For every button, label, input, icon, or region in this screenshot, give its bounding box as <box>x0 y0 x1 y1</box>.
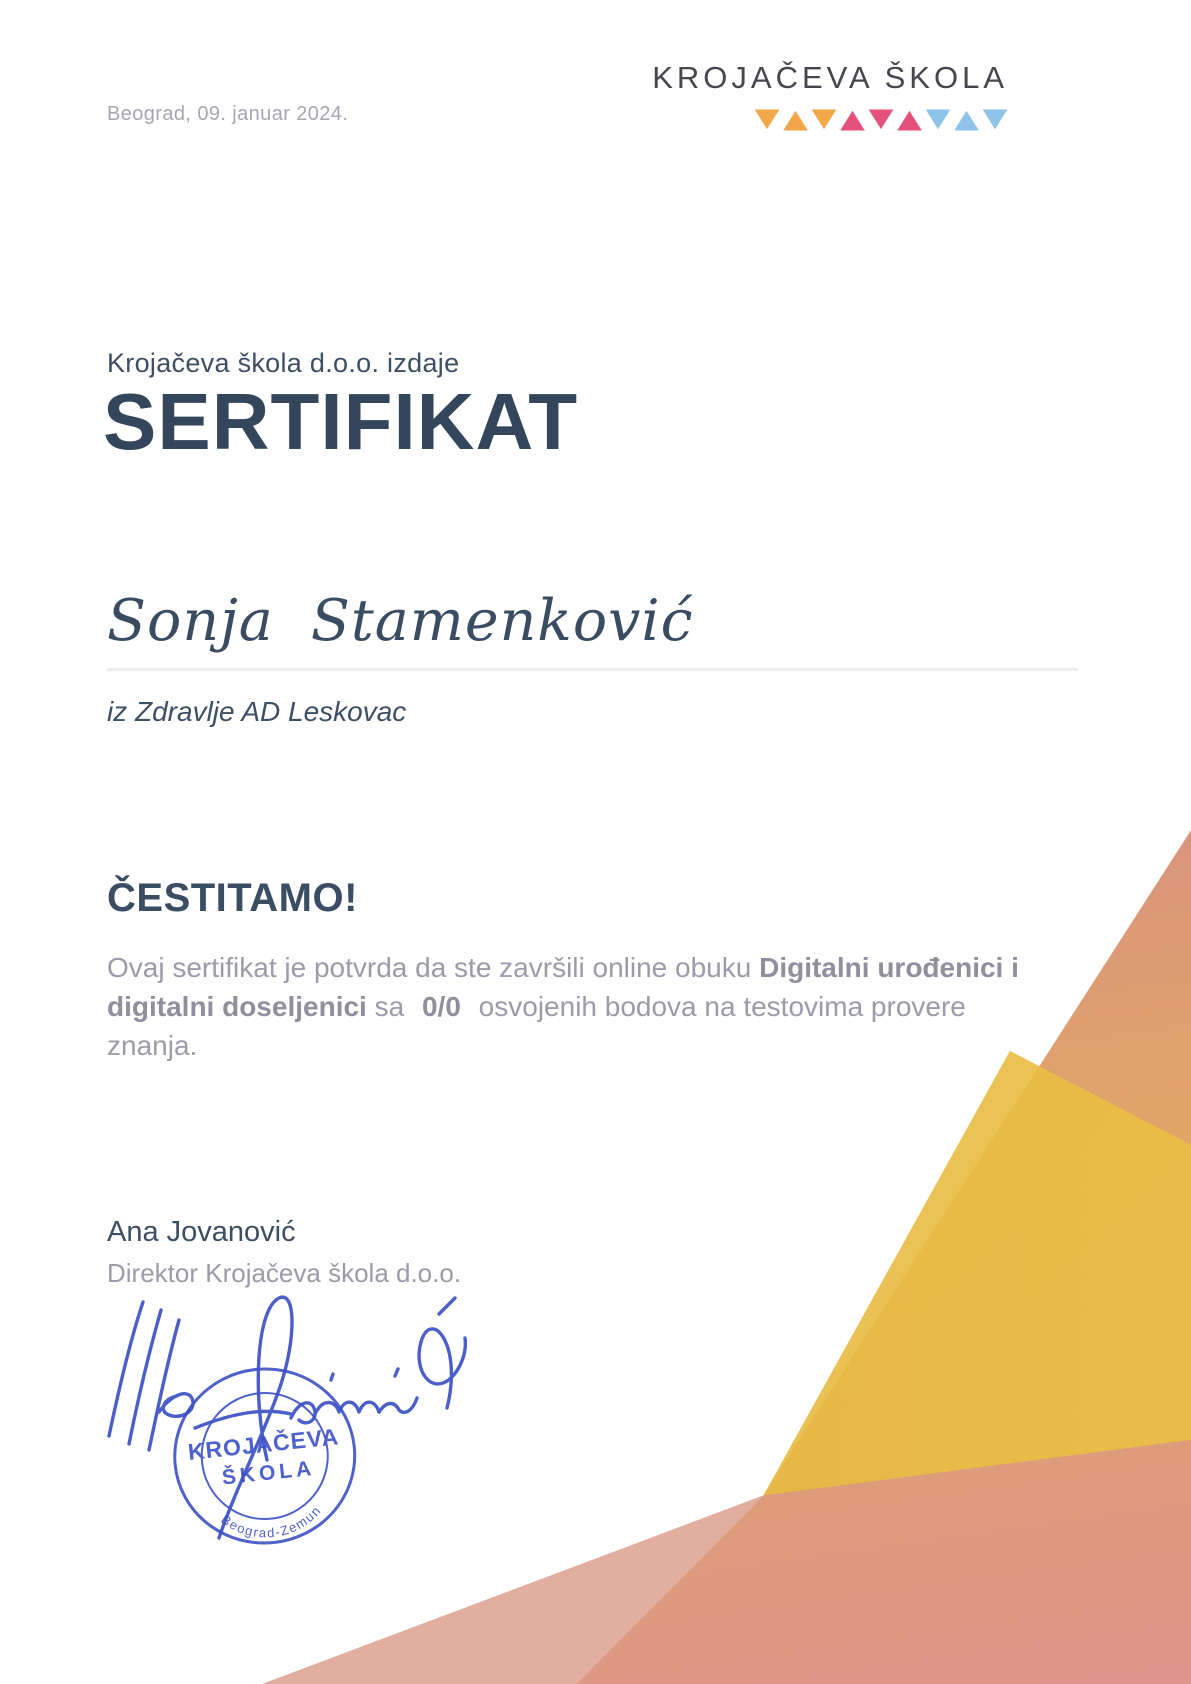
body-line-3: znanja. <box>107 1030 198 1061</box>
recipient-name: Sonja Stamenković <box>107 588 694 654</box>
certificate-title: SERTIFIKAT <box>103 377 579 466</box>
stamp-line-1: KROJAČEVA <box>186 1423 341 1465</box>
issuer-line: Krojačeva škola d.o.o. izdaje <box>107 348 460 378</box>
name-underline <box>107 668 1078 671</box>
signer-name: Ana Jovanović <box>107 1216 296 1248</box>
score-value: 0/0 <box>421 991 461 1022</box>
recipient-company: iz Zdravlje AD Leskovac <box>107 696 407 727</box>
logo-text: KROJAČEVA ŠKOLA <box>652 60 1008 95</box>
body-line-1: Ovaj sertifikat je potvrda da ste završili online obuku Digitalni urođenici i <box>107 952 1019 983</box>
date-place: Beograd, 09. januar 2024. <box>107 103 349 125</box>
stamp-line-2: ŠKOLA <box>220 1456 317 1490</box>
stamp-arc-text: Beograd-Zemun <box>218 1502 325 1541</box>
company-stamp <box>150 1346 380 1572</box>
body-paragraph <box>107 948 1107 1065</box>
congrats-heading: ČESTITAMO! <box>107 876 358 920</box>
signer-title: Direktor Krojačeva škola d.o.o. <box>107 1258 462 1288</box>
logo-triangle-band <box>752 106 1010 134</box>
body-line-2: digitalni doseljenici sa 0/0 osvojenih bodova na testovima provere <box>107 991 966 1022</box>
